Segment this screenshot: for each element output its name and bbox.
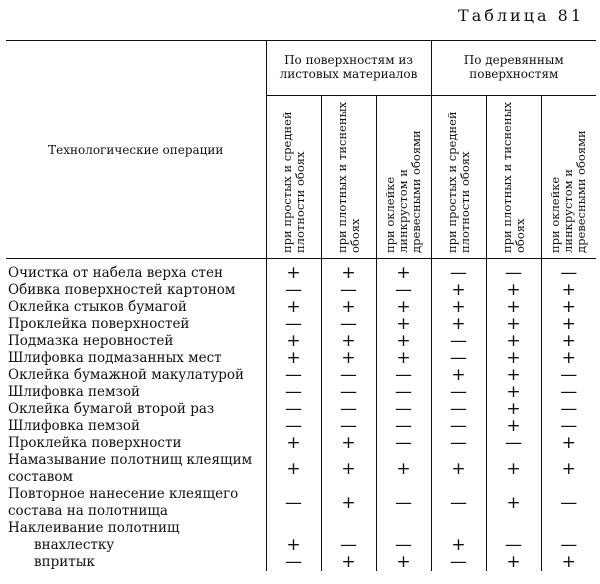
mark-cell: — — [266, 418, 321, 435]
operation-name: Проклейка поверхностей — [8, 316, 190, 332]
table-row — [6, 554, 596, 571]
mark-cell: + — [321, 333, 376, 350]
mark-cell: — — [321, 401, 376, 418]
mark-cell: + — [321, 486, 376, 520]
mark-cell: — — [486, 435, 541, 452]
mark-cell: — — [431, 259, 486, 283]
mark-cell: — — [541, 486, 596, 520]
mark-cell: — — [266, 486, 321, 520]
subheader-sheet-dense: при плотных и тисненых обоях — [321, 96, 376, 259]
mark-cell: + — [486, 401, 541, 418]
mark-cell: + — [431, 537, 486, 554]
subheader-wood-lincrusta: при оклейке линкрустом и древесными обоями — [541, 96, 596, 259]
mark-cell: — — [541, 259, 596, 283]
mark-cell: + — [321, 299, 376, 316]
mark-cell: + — [486, 486, 541, 520]
mark-cell: — — [376, 537, 431, 554]
mark-cell: + — [431, 282, 486, 299]
mark-cell: — — [321, 316, 376, 333]
mark-cell: + — [266, 350, 321, 367]
operation-name: Повторное нанесение клеящего состава на полотнища — [8, 486, 239, 519]
mark-cell: — — [266, 282, 321, 299]
operation-name: Обивка поверхностей картоном — [8, 282, 236, 298]
mark-cell: — — [431, 554, 486, 571]
mark-cell: — — [541, 418, 596, 435]
operations-table — [6, 40, 596, 571]
table-caption: Таблица 81 — [458, 6, 584, 25]
mark-cell: — — [266, 401, 321, 418]
mark-cell: — — [321, 282, 376, 299]
mark-cell: + — [486, 384, 541, 401]
mark-cell: + — [486, 282, 541, 299]
subheader-wood-dense: при плотных и тисненых обоях — [486, 96, 541, 259]
mark-cell: — — [541, 537, 596, 554]
mark-cell: — — [376, 418, 431, 435]
operation-name: Шлифовка подмазанных мест — [8, 350, 222, 366]
table-body — [6, 259, 596, 572]
mark-cell: — — [431, 350, 486, 367]
mark-cell: — — [431, 418, 486, 435]
subheader-sheet-lincrusta: при оклейке линкрустом и древесными обоями — [376, 96, 431, 259]
mark-cell: + — [376, 316, 431, 333]
operation-name: Оклейка бумагой второй раз — [8, 401, 215, 417]
mark-cell: — — [321, 367, 376, 384]
mark-cell: — — [376, 282, 431, 299]
mark-cell: + — [266, 259, 321, 283]
mark-cell: — — [321, 384, 376, 401]
mark-cell: — — [376, 435, 431, 452]
mark-cell: + — [376, 554, 431, 571]
mark-cell: — — [376, 486, 431, 520]
mark-cell: — — [376, 401, 431, 418]
table-row — [6, 452, 596, 486]
operation-name: Шлифовка пемзой — [8, 418, 141, 434]
mark-cell: — — [431, 435, 486, 452]
mark-cell: + — [266, 452, 321, 486]
mark-cell: — — [431, 486, 486, 520]
mark-cell: + — [266, 299, 321, 316]
mark-cell: + — [266, 537, 321, 554]
mark-cell: — — [376, 384, 431, 401]
mark-cell: + — [541, 435, 596, 452]
mark-cell: + — [321, 435, 376, 452]
mark-cell: — — [431, 384, 486, 401]
mark-cell: + — [486, 350, 541, 367]
mark-cell: — — [431, 333, 486, 350]
table-row — [6, 486, 596, 520]
group-header-wooden-surfaces: По деревянным поверхностям — [431, 41, 596, 96]
mark-cell: — — [541, 401, 596, 418]
mark-cell: + — [431, 452, 486, 486]
mark-cell: — — [376, 367, 431, 384]
mark-cell: + — [486, 554, 541, 571]
operation-name: Подмазка неровностей — [8, 333, 174, 349]
mark-cell: + — [376, 299, 431, 316]
group-header-sheet-materials: По поверхностям из листовых материалов — [266, 41, 431, 96]
mark-cell: + — [541, 333, 596, 350]
mark-cell: + — [541, 452, 596, 486]
mark-cell: + — [321, 350, 376, 367]
operations-header: Технологические операции — [6, 41, 266, 259]
mark-cell: — — [486, 259, 541, 283]
mark-cell: + — [486, 367, 541, 384]
operation-name: Оклейка бумажной макулатурой — [8, 367, 245, 383]
operation-name: Очистка от набела верха стен — [8, 265, 223, 281]
table-row — [6, 259, 596, 283]
mark-cell: + — [486, 418, 541, 435]
subheader-wood-simple: при простых и средней плотности обоях — [431, 96, 486, 259]
mark-cell: + — [541, 554, 596, 571]
table-row — [6, 435, 596, 452]
operation-name: внахлестку — [34, 537, 115, 553]
mark-cell: + — [321, 554, 376, 571]
mark-cell: + — [486, 333, 541, 350]
mark-cell: — — [541, 367, 596, 384]
mark-cell: — — [541, 384, 596, 401]
operation-name: Намазывание полотнищ клеящим составом — [8, 452, 253, 485]
mark-cell: + — [321, 452, 376, 486]
mark-cell: + — [541, 282, 596, 299]
mark-cell: — — [266, 316, 321, 333]
mark-cell: — — [321, 418, 376, 435]
mark-cell: — — [266, 367, 321, 384]
mark-cell: + — [431, 367, 486, 384]
mark-cell: + — [486, 452, 541, 486]
mark-cell: + — [321, 259, 376, 283]
mark-cell: + — [486, 316, 541, 333]
mark-cell: + — [376, 452, 431, 486]
mark-cell: + — [431, 316, 486, 333]
subheader-sheet-simple: при простых и средней плотности обоях — [266, 96, 321, 259]
operation-name: Оклейка стыков бумагой — [8, 299, 187, 315]
mark-cell: — — [266, 384, 321, 401]
mark-cell: + — [266, 333, 321, 350]
mark-cell: — — [321, 537, 376, 554]
mark-cell: + — [541, 316, 596, 333]
mark-cell: + — [376, 333, 431, 350]
mark-cell: + — [376, 350, 431, 367]
mark-cell: — — [431, 401, 486, 418]
mark-cell: — — [266, 554, 321, 571]
operation-name: впритык — [34, 554, 95, 570]
mark-cell: + — [541, 350, 596, 367]
mark-cell: + — [376, 259, 431, 283]
mark-cell: + — [486, 299, 541, 316]
mark-cell: + — [541, 299, 596, 316]
operation-name: Шлифовка пемзой — [8, 384, 141, 400]
mark-cell: + — [266, 435, 321, 452]
operation-name: Наклеивание полотнищ — [8, 520, 180, 536]
mark-cell: + — [431, 299, 486, 316]
mark-cell: — — [486, 537, 541, 554]
operation-name: Проклейка поверхности — [8, 435, 182, 451]
